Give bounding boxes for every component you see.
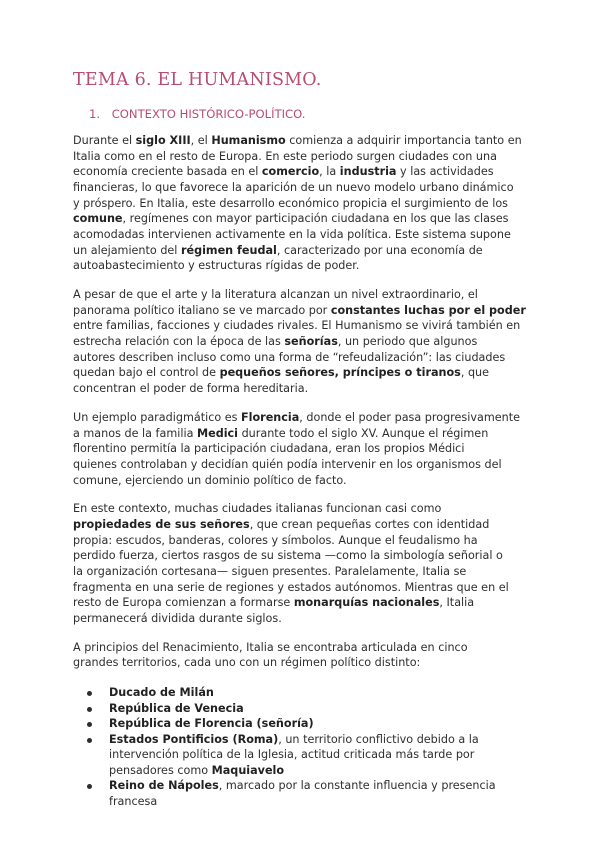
bullet-icon: [87, 722, 92, 727]
text-line: [73, 595, 533, 611]
paragraph: [73, 640, 533, 671]
text-line: [73, 501, 533, 517]
bold-term: Reino de Nápoles: [109, 779, 219, 793]
bold-term: Humanismo: [211, 134, 286, 147]
text-run: , que crean pequeñas cortes con identidad: [249, 518, 490, 531]
paragraph: [73, 410, 533, 488]
text-run: y las actividades: [396, 165, 494, 179]
text-run: quedan bajo el control de: [73, 366, 220, 380]
text-line: [73, 227, 533, 243]
text-run: intervención política de la Iglesia, actitud criticada más tarde por: [109, 748, 475, 762]
text-line: [73, 243, 533, 259]
bullet-icon: [87, 707, 92, 712]
text-line: [109, 732, 533, 747]
list-item: [73, 778, 533, 809]
text-run: propia: escudos, banderas, colores y símbolos. Aunque el feudalismo ha: [73, 533, 478, 547]
bold-term: comercio: [261, 165, 320, 179]
text-run: , donde el poder pasa progresivamente: [299, 410, 520, 424]
bold-term: propiedades de sus señores: [73, 518, 250, 531]
text-run: economía creciente basada en el: [73, 165, 262, 179]
paragraph-list: [73, 133, 533, 671]
text-line: [73, 149, 533, 165]
text-line: [73, 457, 533, 473]
text-line: [73, 441, 533, 457]
list-item: [73, 701, 533, 716]
text-line: [109, 716, 533, 731]
text-line: [109, 763, 533, 778]
section-number: 1.: [89, 107, 101, 121]
bold-term: República de Venecia: [109, 701, 244, 715]
text-line: [73, 365, 533, 381]
text-line: [73, 303, 533, 319]
bold-term: Ducado de Milán: [109, 686, 214, 700]
text-run: A pesar de que el arte y la literatura alcanzan un nivel extraordinario, el: [73, 288, 478, 302]
bold-term: régimen feudal: [180, 243, 277, 257]
text-run: Un ejemplo paradigmático es: [73, 410, 242, 424]
text-line: [73, 410, 533, 426]
text-run: francesa: [109, 794, 158, 808]
bold-term: Estados Pontificios (Roma): [109, 732, 279, 746]
bold-term: Maquiavelo: [211, 763, 285, 777]
text-run: , el: [190, 134, 212, 147]
bullet-icon: [87, 738, 92, 743]
text-run: , la: [319, 165, 340, 179]
text-run: financieras, lo que favorece la aparición de un nuevo modelo urbano dinámico: [73, 180, 514, 194]
text-run: y próspero. En Italia, este desarrollo económico propicia el surgimiento de los: [73, 196, 508, 210]
text-line: [109, 701, 533, 716]
text-run: autores describen incluso como una forma de “refeudalización”: las ciudades: [73, 350, 506, 364]
text-line: [73, 196, 533, 212]
text-run: Durante el: [73, 134, 136, 147]
text-line: [73, 287, 533, 303]
text-line: [73, 640, 533, 656]
text-line: [73, 164, 533, 180]
text-run: , que: [460, 366, 490, 380]
text-line: [73, 318, 533, 334]
text-run: perdido fuerza, ciertos rasgos de su sistema —como la simbología señorial o: [73, 549, 503, 563]
text-line: [73, 517, 533, 533]
text-run: permanecerá dividida durante siglos.: [73, 611, 282, 625]
text-line: [109, 794, 533, 809]
text-line: [73, 611, 533, 627]
text-run: Italia como en el resto de Europa. En este periodo surgen ciudades con una: [73, 149, 497, 163]
list-item: [73, 685, 533, 700]
text-line: [73, 350, 533, 366]
text-run: concentran el poder de forma hereditaria.: [73, 382, 309, 396]
bullet-icon: [87, 691, 92, 696]
text-run: , un periodo que algunos: [337, 335, 478, 349]
text-line: [73, 334, 533, 350]
bold-term: constantes luchas por el poder: [330, 303, 526, 317]
text-line: [73, 473, 533, 489]
text-run: resto de Europa comienzan a formarse: [73, 596, 294, 610]
bold-term: comune: [73, 212, 123, 226]
text-run: quienes controlaban y decidían quién podía intervenir en los organismos del: [73, 457, 502, 471]
text-line: [73, 133, 533, 149]
text-line: [73, 533, 533, 549]
text-line: [73, 211, 533, 227]
text-run: , caracterizado por una economía de: [276, 243, 483, 257]
text-line: [73, 548, 533, 564]
text-run: durante todo el siglo XV. Aunque el régimen: [238, 426, 489, 440]
text-line: [73, 426, 533, 442]
text-line: [73, 580, 533, 596]
text-run: , marcado por la constante influencia y presencia: [218, 779, 496, 793]
section-heading: [89, 107, 305, 121]
text-run: panorama político italiano se ve marcado por: [73, 303, 331, 317]
territory-list: [73, 685, 533, 809]
list-item: [73, 716, 533, 731]
list-item: [73, 732, 533, 778]
text-run: comienza a adquirir importancia tanto en: [285, 134, 522, 147]
bold-term: República de Florencia (señoría): [109, 717, 314, 731]
text-run: En este contexto, muchas ciudades italianas funcionan casi como: [73, 502, 442, 516]
bold-term: pequeños señores, príncipes o tiranos: [219, 366, 461, 380]
text-run: comune, ejerciendo un dominio político de facto.: [73, 473, 347, 487]
text-line: [73, 381, 533, 397]
bold-term: señorías: [284, 335, 338, 349]
text-run: , un territorio conflictivo debido a la: [278, 732, 479, 746]
document-body: [73, 133, 533, 809]
text-run: grandes territorios, cada uno con un régimen político distinto:: [73, 656, 421, 670]
text-run: pensadores como: [109, 763, 212, 777]
paragraph: [73, 133, 533, 274]
text-run: fragmenta en una serie de regiones y estados autónomos. Mientras que en el: [73, 580, 509, 594]
bold-term: monarquías nacionales: [293, 596, 440, 610]
text-run: la organización cortesana— siguen presentes. Paralelamente, Italia se: [73, 564, 467, 578]
text-run: , regímenes con mayor participación ciudadana en los que las clases: [122, 212, 509, 226]
text-line: [73, 655, 533, 671]
section-label: CONTEXTO HISTÓRICO-POLÍTICO.: [111, 107, 306, 121]
text-run: autoabastecimiento y estructuras rígidas de poder.: [73, 259, 360, 273]
text-line: [109, 685, 533, 700]
text-line: [109, 778, 533, 793]
page-title: TEMA 6. EL HUMANISMO.: [73, 70, 322, 90]
bold-term: Florencia: [241, 410, 300, 424]
text-run: acomodadas intervienen activamente en la vida política. Este sistema supone: [73, 227, 511, 241]
text-run: A principios del Renacimiento, Italia se encontraba articulada en cinco: [73, 640, 468, 654]
text-run: entre familias, facciones y ciudades rivales. El Humanismo se vivirá también en: [73, 319, 521, 333]
text-line: [73, 564, 533, 580]
text-run: , Italia: [439, 596, 475, 610]
bold-term: siglo XIII: [135, 134, 191, 147]
bold-term: Medici: [196, 426, 239, 440]
paragraph: [73, 287, 533, 397]
text-line: [73, 258, 533, 274]
text-run: a manos de la familia: [73, 426, 197, 440]
bold-term: industria: [339, 165, 397, 179]
text-line: [109, 747, 533, 762]
text-run: un alejamiento del: [73, 243, 181, 257]
text-run: estrecha relación con la época de las: [73, 335, 285, 349]
paragraph: [73, 501, 533, 626]
text-run: florentino permitía la participación ciudadana, eran los propios Médici: [73, 442, 465, 456]
bullet-icon: [87, 784, 92, 789]
text-line: [73, 180, 533, 196]
